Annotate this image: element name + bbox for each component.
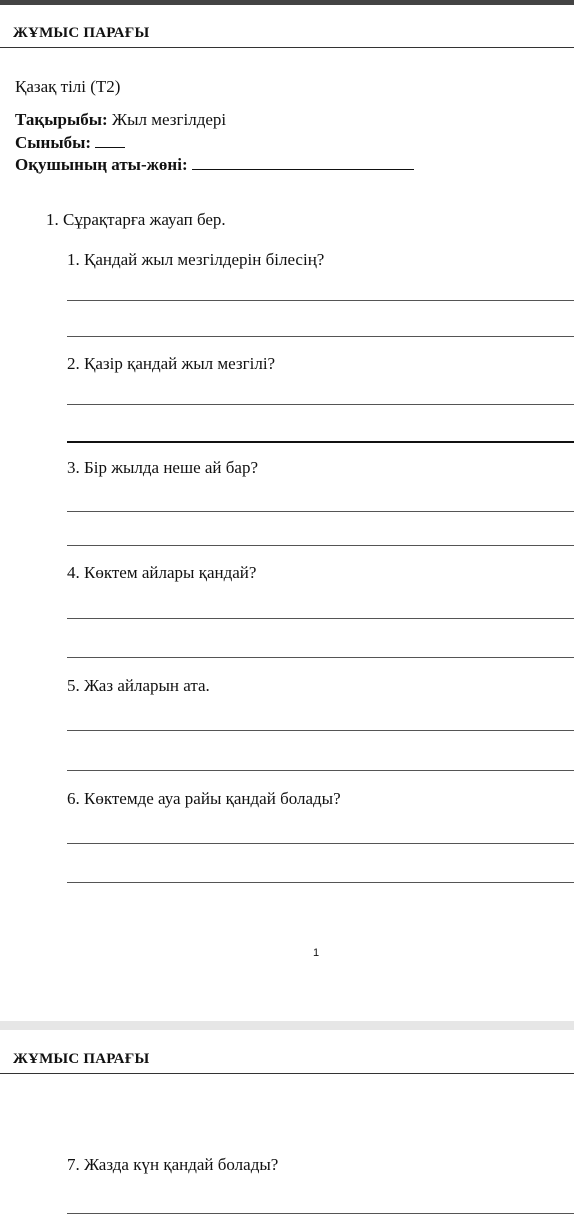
answer-line[interactable] (67, 336, 574, 337)
topic-line (15, 110, 226, 130)
class-blank[interactable] (95, 146, 125, 148)
page-number: 1 (313, 947, 320, 959)
worksheet-header-title: ЖҰМЫС ПАРАҒЫ (13, 25, 150, 41)
student-name-label: Оқушының аты-жөні: (15, 155, 188, 174)
class-line (15, 133, 125, 153)
top-border (0, 0, 574, 5)
question-1: 1. Қандай жыл мезгілдерін білесің? (67, 250, 325, 269)
question-2: 2. Қазір қандай жыл мезгілі? (67, 354, 276, 373)
topic-value: Жыл мезгілдері (111, 110, 227, 129)
answer-line[interactable] (67, 404, 574, 405)
question-5: 5. Жаз айларын ата. (67, 676, 210, 695)
answer-line[interactable] (67, 843, 574, 844)
question-6: 6. Көктемде ауа райы қандай болады? (67, 789, 341, 808)
answer-line[interactable] (67, 441, 574, 443)
topic-label: Тақырыбы: (15, 110, 108, 129)
answer-line[interactable] (67, 770, 574, 771)
subject-line: Қазақ тілі (Т2) (15, 77, 121, 96)
question-4: 4. Көктем айлары қандай? (67, 563, 257, 582)
header-divider (0, 47, 574, 48)
worksheet-header-title: ЖҰМЫС ПАРАҒЫ (13, 1051, 150, 1067)
answer-line[interactable] (67, 882, 574, 883)
answer-line[interactable] (67, 511, 574, 512)
question-7: 7. Жазда күн қандай болады? (67, 1155, 279, 1174)
answer-line[interactable] (67, 1213, 574, 1214)
answer-line[interactable] (67, 618, 574, 619)
task-title: 1. Сұрақтарға жауап бер. (46, 210, 226, 229)
answer-line[interactable] (67, 545, 574, 546)
student-name-line (15, 155, 414, 175)
page-separator (0, 1021, 574, 1030)
header-divider (0, 1073, 574, 1074)
student-name-blank[interactable] (192, 168, 414, 170)
answer-line[interactable] (67, 730, 574, 731)
answer-line[interactable] (67, 657, 574, 658)
class-label: Сыныбы: (15, 133, 92, 152)
question-3: 3. Бір жылда неше ай бар? (67, 458, 258, 477)
answer-line[interactable] (67, 300, 574, 301)
